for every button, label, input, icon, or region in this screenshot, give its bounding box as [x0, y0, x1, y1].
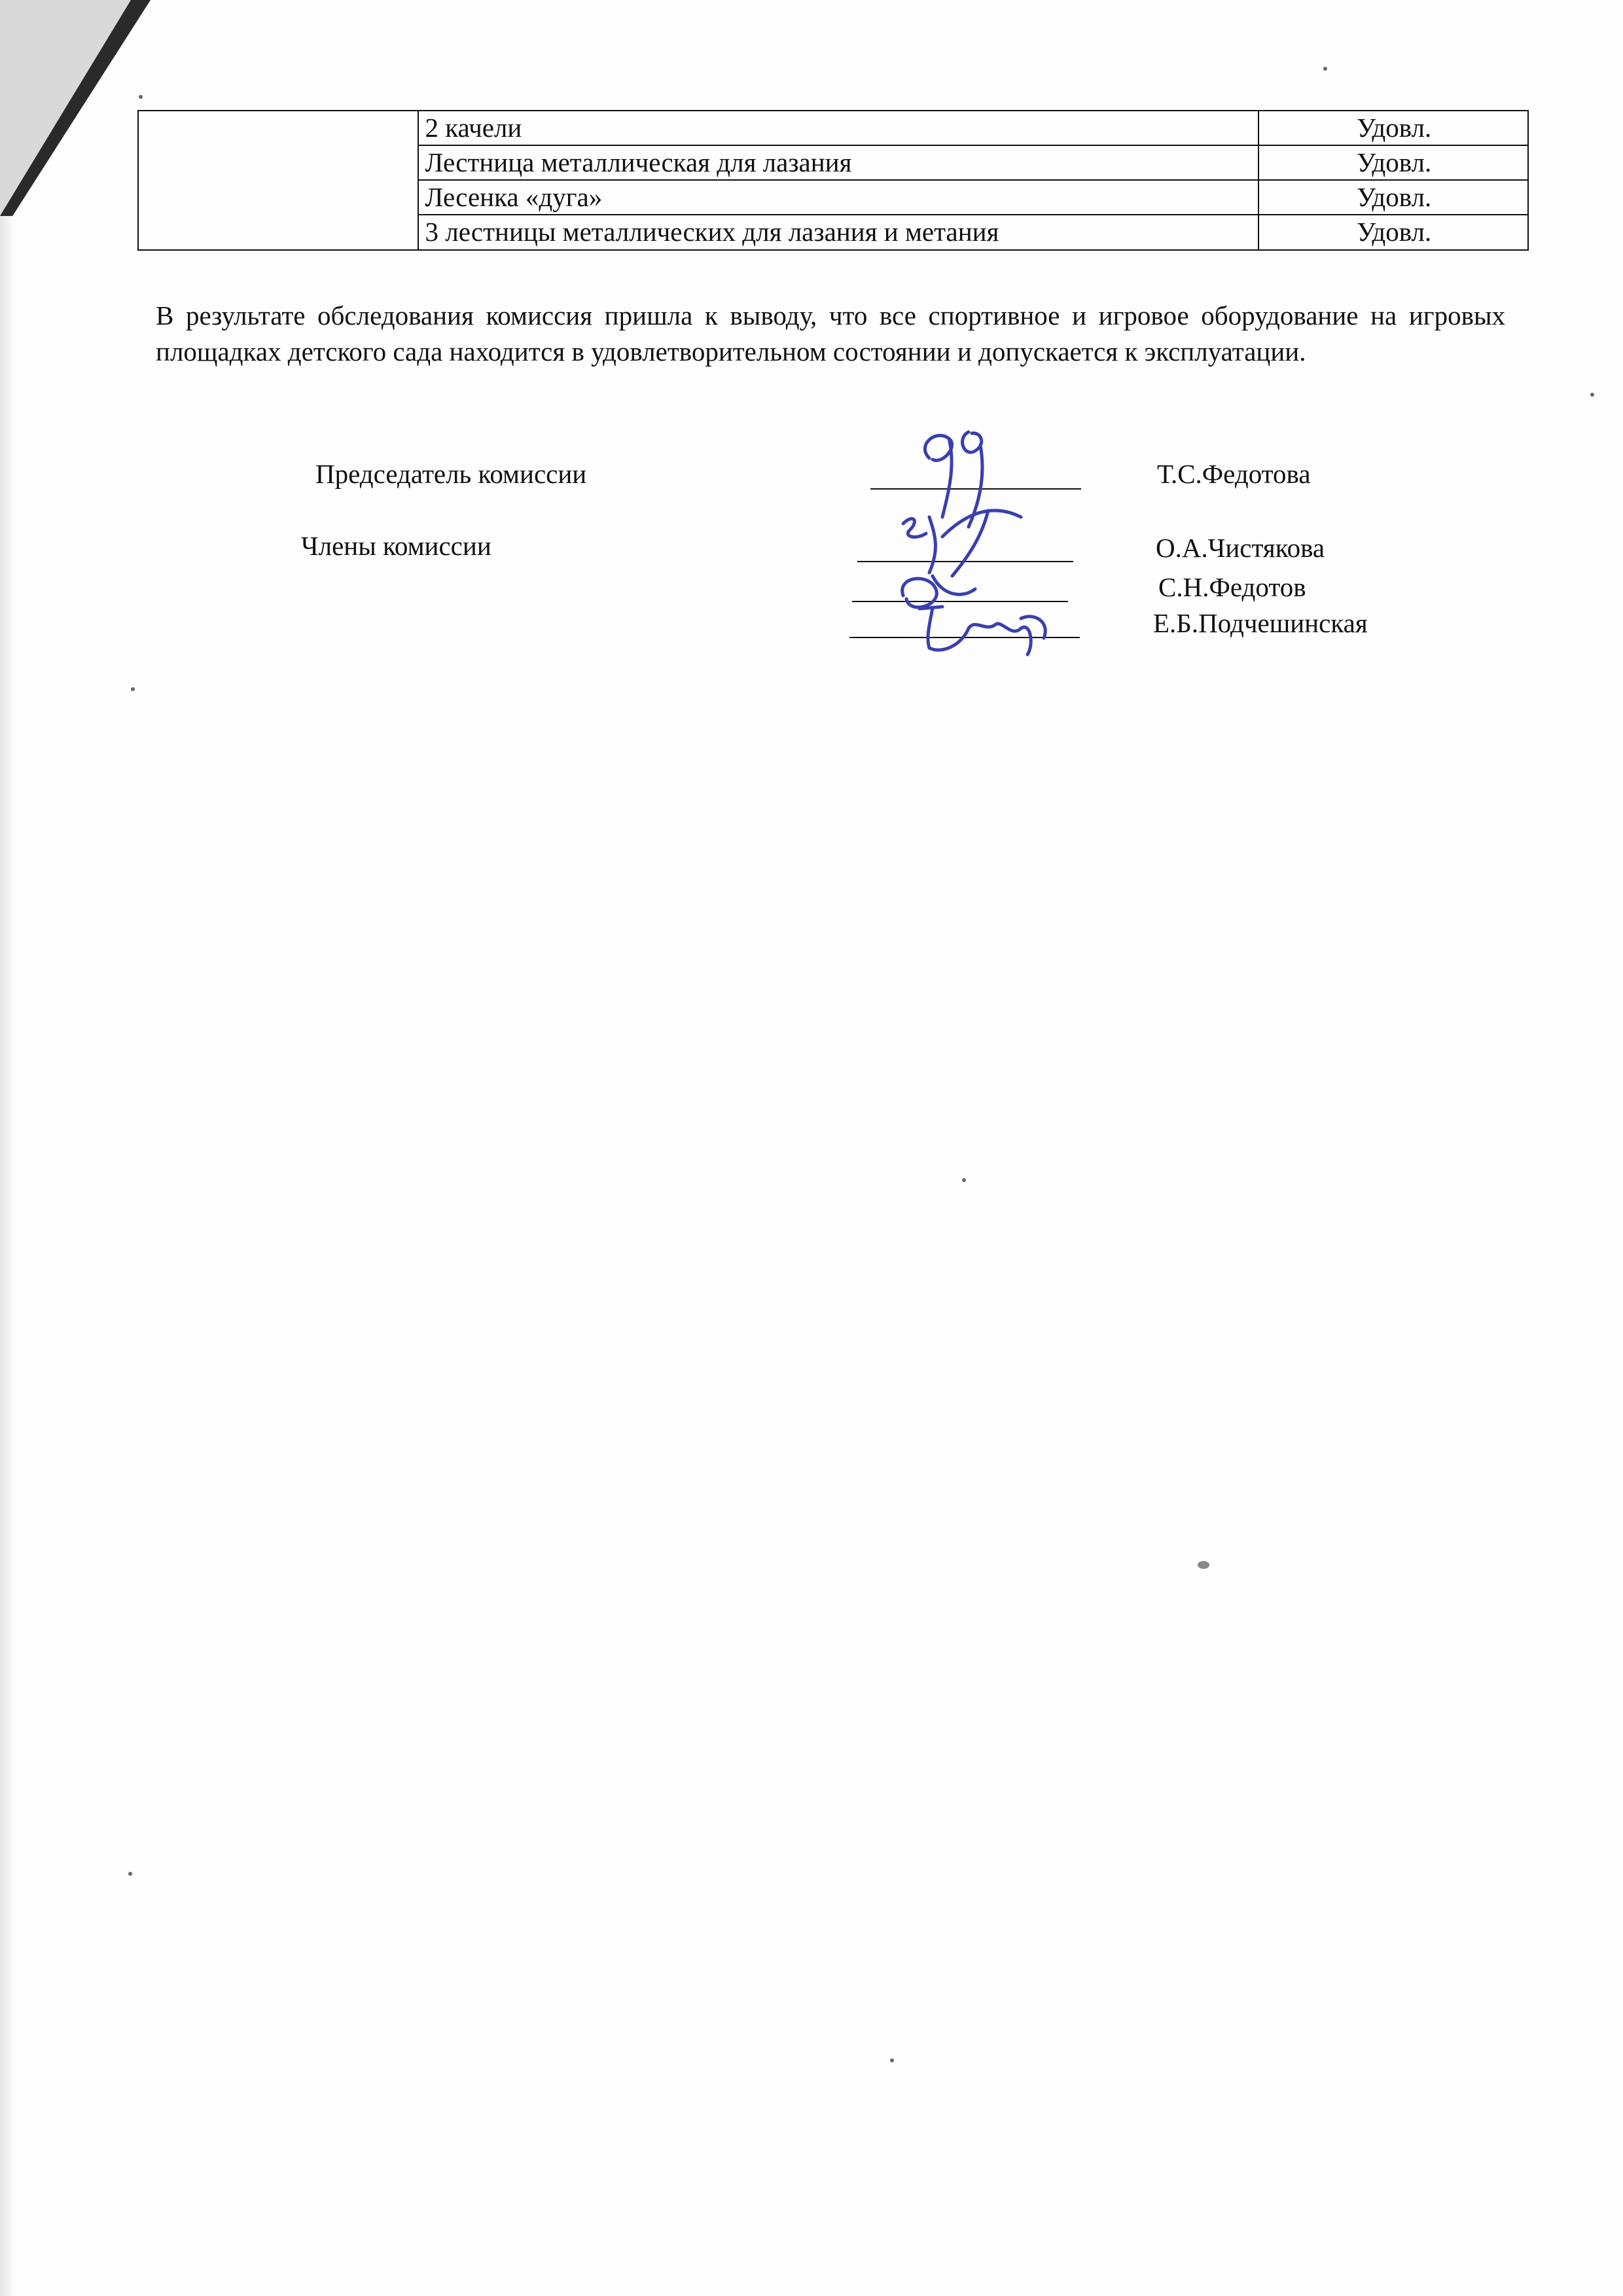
table-row	[138, 111, 1528, 145]
table-blank-cell	[138, 111, 418, 250]
scan-speck	[962, 1178, 966, 1182]
members-label: Члены комиссии	[301, 531, 491, 561]
equipment-item-cell: 3 лестницы металлических для лазания и метания	[418, 215, 1259, 249]
scan-speck	[1590, 393, 1594, 397]
scan-speck	[139, 95, 143, 99]
member-name: Е.Б.Подчешинская	[1153, 608, 1368, 638]
equipment-status-cell: Удовл.	[1258, 111, 1528, 145]
equipment-item-cell: 2 качели	[418, 111, 1259, 145]
scan-speck	[131, 687, 135, 691]
equipment-table	[137, 110, 1529, 251]
scan-speck	[1198, 1561, 1209, 1569]
scan-speck	[128, 1872, 132, 1876]
equipment-item-cell: Лестница металлическая для лазания	[418, 145, 1259, 180]
chairman-name: Т.С.Федотова	[1157, 459, 1311, 489]
equipment-status-cell: Удовл.	[1258, 145, 1528, 180]
member-name: С.Н.Федотов	[1158, 572, 1306, 602]
scan-edge-shadow	[0, 216, 14, 2296]
equipment-status-cell: Удовл.	[1258, 215, 1528, 249]
scan-speck	[1323, 67, 1327, 71]
equipment-item-cell: Лесенка «дуга»	[418, 180, 1259, 215]
scan-corner-fold-inner	[0, 0, 131, 216]
member-name: О.А.Чистякова	[1156, 533, 1325, 563]
chairman-label: Председатель комиссии	[315, 459, 587, 489]
equipment-status-cell: Удовл.	[1258, 180, 1528, 215]
member-signature-icon	[903, 592, 1073, 664]
conclusion-paragraph: В результате обследования комиссия пришла к выводу, что все спортивное и игровое оборудование на игровых площадках детского сада находится в удовлетворительном состоянии и допускается к эксплуатации.	[156, 300, 1505, 367]
scan-speck	[890, 2058, 894, 2062]
